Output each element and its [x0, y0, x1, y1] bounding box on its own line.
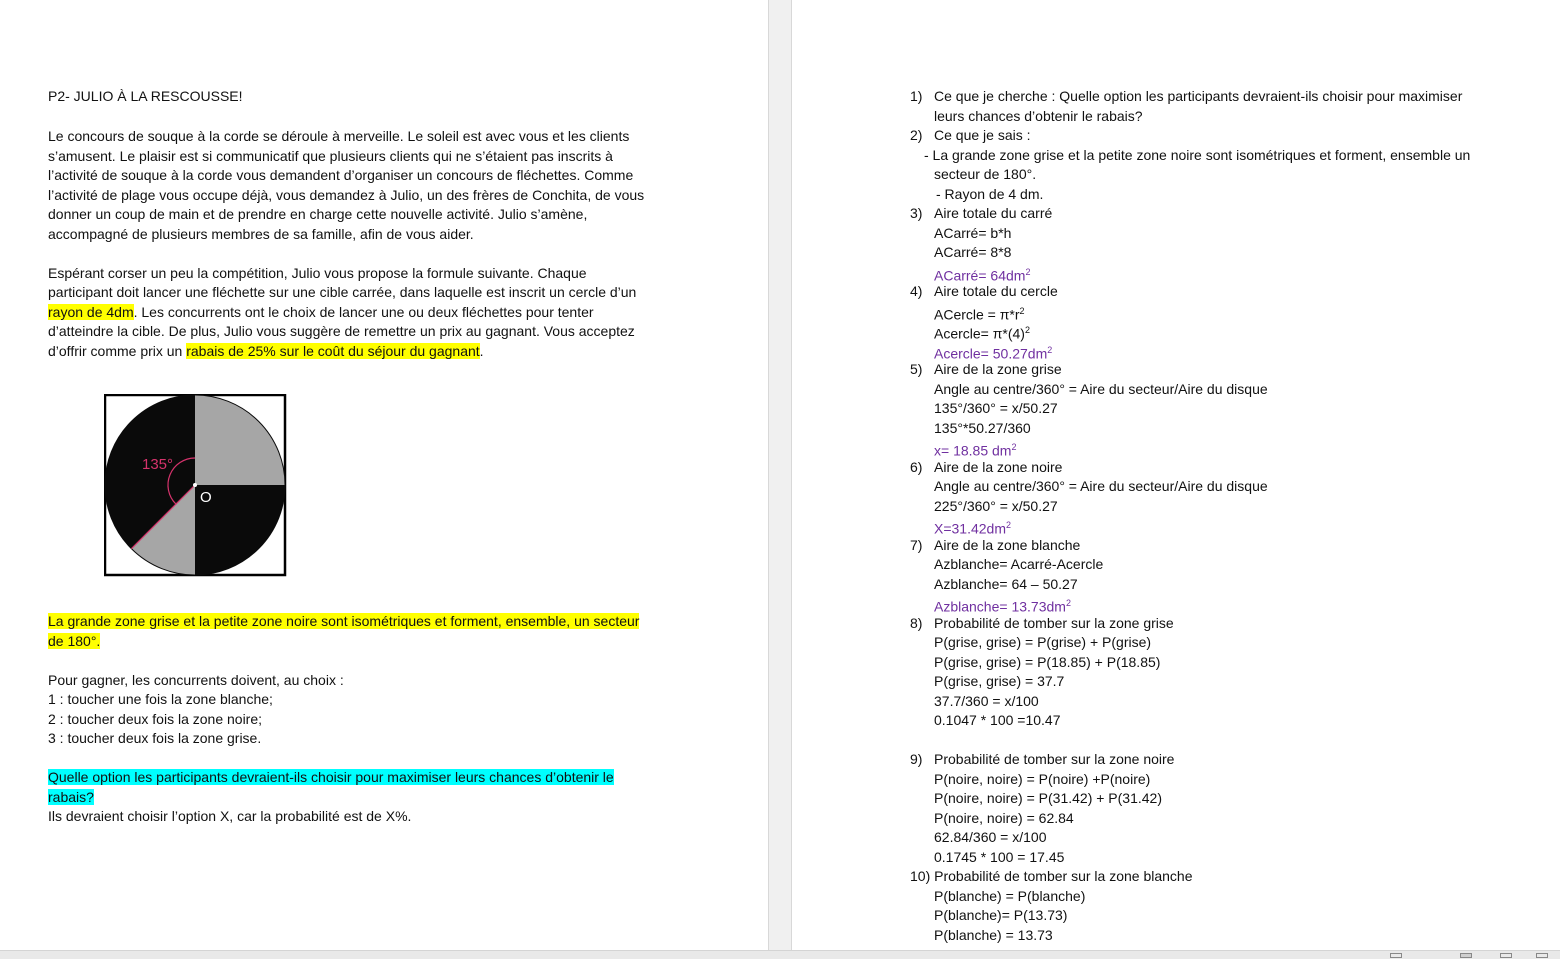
- step-text: Ce que je cherche : Quelle option les participants devraient-ils choisir pour maximiser: [934, 88, 1463, 104]
- paragraph-2-line: rayon de 4dm. Les concurrents ont le choix de lancer une ou deux fléchettes pour tenter: [48, 303, 594, 320]
- step-number: 6): [910, 458, 923, 475]
- step-text: P(blanche) = 13.73: [934, 926, 1053, 943]
- step-result: x= 18.85 $dm^2$: [934, 442, 1017, 459]
- step-text: Probabilité de tomber sur la zone grise: [934, 614, 1174, 631]
- step-number: 1): [910, 88, 923, 104]
- step-number: 9): [910, 751, 923, 767]
- step-text: Azblanche= 64 – 50.27: [934, 575, 1078, 592]
- answer-line: Ils devraient choisir l’option X, car la probabilité est de X%.: [48, 808, 412, 824]
- step-text: Angle au centre/360° = Aire du secteur/Aire du disque: [934, 478, 1268, 494]
- paragraph-1-line: Le concours de souque à la corde se déroule à merveille. Le soleil est avec vous et les clients: [48, 128, 630, 144]
- step-text: Acercle= $\pi*(4)^2$: [934, 325, 1030, 342]
- center-label: O: [200, 489, 212, 506]
- step-number: 8): [910, 614, 923, 631]
- highlight-radius: rayon de 4dm: [48, 303, 134, 320]
- step-text: P(grise, grise) = P(18.85) + P(18.85): [934, 653, 1161, 670]
- highlight-question: rabais?: [48, 788, 94, 805]
- step-text: 62.84/360 = x/100: [934, 829, 1047, 845]
- step-text: ACercle = $\pi*r^2$: [934, 305, 1025, 323]
- step-text: Aire de la zone noire: [934, 458, 1063, 475]
- option-item: 2 : toucher deux fois la zone noire;: [48, 710, 263, 727]
- step-text: 0.1745 * 100 = 17.45: [934, 848, 1065, 865]
- step-text: P(noire, noire) = P(31.42) + P(31.42): [934, 790, 1163, 806]
- step-text: 0.1047 * 100 =10.47: [934, 712, 1061, 728]
- option-item: 1 : toucher une fois la zone blanche;: [48, 691, 273, 707]
- print-layout-icon[interactable]: [1500, 953, 1512, 958]
- problem-title: P2- JULIO À LA RESCOUSSE!: [48, 88, 243, 104]
- step-text: 10) Probabilité de tomber sur la zone blanche: [910, 868, 1193, 884]
- web-layout-icon[interactable]: [1536, 953, 1548, 958]
- step-text: Aire de la zone grise: [934, 361, 1062, 377]
- target-figure: [104, 394, 288, 578]
- paragraph-1-line: l’activité de souque à la corde vous demandent d’organiser un concours de fléchettes. Comme: [48, 167, 634, 183]
- step-text: Aire de la zone blanche: [934, 536, 1081, 553]
- paragraph-1-line: s’amusent. Le plaisir est si communicatif que plusieurs clients qui ne s’étaient pas inscrits à: [48, 147, 613, 164]
- step-text: Ce que je sais :: [934, 127, 1031, 143]
- step-text: P(grise, grise) = 37.7: [934, 673, 1065, 689]
- paragraph-1-line: donner un coup de main et de prendre en charge cette nouvelle activité. Julio s’amène,: [48, 206, 588, 222]
- step-text: ACarré= 8*8: [934, 244, 1012, 260]
- highlight-question: Quelle option les participants devraient-ils choisir pour maximiser leurs chances d’obtenir le: [48, 769, 614, 785]
- paragraph-1-line: l’activité de plage vous occupe déjà, vous demandez à Julio, un des frères de Conchita, de vous: [48, 186, 645, 203]
- center-point: [193, 483, 197, 487]
- step-text: Azblanche= Acarré-Acercle: [934, 556, 1104, 572]
- paragraph-2-line: participant doit lancer une fléchette sur une cible carrée, dans laquelle est inscrit un cercle d’un: [48, 284, 637, 300]
- step-text: Aire totale du cercle: [934, 283, 1058, 299]
- question-line: [48, 768, 614, 788]
- step-text: - Rayon de 4 dm.: [936, 185, 1044, 202]
- page-gutter: [768, 0, 792, 950]
- paragraph-1-line: accompagné de plusieurs membres de sa famille, afin de vous aider.: [48, 225, 474, 242]
- highlight-note: La grande zone grise et la petite zone noire sont isométriques et forment, ensemble, un secteur: [48, 613, 640, 629]
- step-result: ACarré= $64dm^2$: [934, 266, 1031, 284]
- step-text: 37.7/360 = x/100: [934, 692, 1039, 709]
- step-result: $X=31.42dm^2$: [934, 520, 1012, 537]
- document-page-left: [0, 0, 768, 950]
- step-text: Aire totale du carré: [934, 205, 1053, 221]
- step-text: 135°/360° = x/50.27: [934, 400, 1058, 416]
- note-line: [48, 632, 100, 652]
- step-text: Probabilité de tomber sur la zone noire: [934, 751, 1175, 767]
- option-item: 3 : toucher deux fois la zone grise.: [48, 730, 262, 746]
- focus-mode-icon[interactable]: [1390, 953, 1402, 958]
- step-text: leurs chances d’obtenir le rabais?: [934, 107, 1143, 124]
- step-text: secteur de 180°.: [934, 166, 1037, 182]
- step-text: Angle au centre/360° = Aire du secteur/Aire du disque: [934, 380, 1268, 397]
- step-text: 225°/360° = x/50.27: [934, 497, 1058, 514]
- step-text: P(blanche) = P(blanche): [934, 887, 1086, 904]
- step-result: Acercle= $50.27dm^2$: [934, 344, 1053, 362]
- step-number: 7): [910, 536, 923, 553]
- step-text: ACarré= b*h: [934, 224, 1012, 241]
- step-result: Azblanche= $13.73dm^2$: [934, 598, 1071, 615]
- win-intro: Pour gagner, les concurrents doivent, au choix :: [48, 671, 344, 688]
- paragraph-2-line: d’offrir comme prix un rabais de 25% sur le coût du séjour du gagnant.: [48, 342, 484, 359]
- step-text: P(noire, noire) = 62.84: [934, 809, 1074, 826]
- step-number: 3): [910, 205, 923, 221]
- step-text: P(noire, noire) = P(noire) +P(noire): [934, 770, 1151, 787]
- angle-label: 135°: [142, 456, 174, 473]
- step-text: P(blanche)= P(13.73): [934, 907, 1068, 923]
- paragraph-2-line: d’atteindre la cible. De plus, Julio vous suggère de remettre un prix au gagnant. Vous acceptez: [48, 323, 635, 339]
- question-line: [48, 788, 94, 808]
- paragraph-2-line: Espérant corser un peu la compétition, Julio vous propose la formule suivante. Chaque: [48, 264, 587, 281]
- step-text: - La grande zone grise et la petite zone noire sont isométriques et forment, ensemble un: [924, 146, 1471, 163]
- note-line: [48, 612, 639, 632]
- step-text: P(grise, grise) = P(grise) + P(grise): [934, 634, 1152, 650]
- highlight-note: de 180°.: [48, 632, 101, 649]
- document-page-right: [792, 0, 1560, 950]
- step-number: 5): [910, 361, 923, 377]
- step-text: 135°*50.27/360: [934, 419, 1031, 436]
- step-number: 4): [910, 283, 923, 299]
- step-number: 2): [910, 127, 923, 143]
- highlight-prize: rabais de 25% sur le coût du séjour du gagnant: [186, 342, 480, 359]
- read-mode-icon[interactable]: [1460, 953, 1472, 958]
